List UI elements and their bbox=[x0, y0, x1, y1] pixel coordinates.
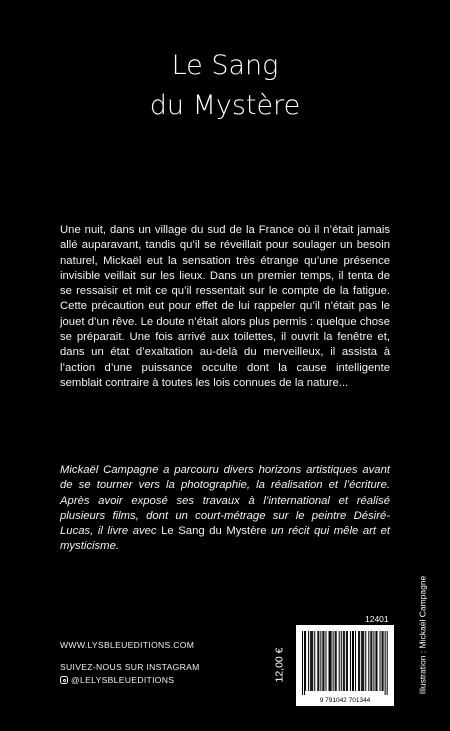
barcode-bar bbox=[302, 631, 303, 695]
barcode-bar bbox=[353, 631, 354, 691]
illustration-credit-text: Illustration : Mickaël Campagne bbox=[417, 575, 427, 695]
barcode-bar bbox=[318, 631, 319, 691]
barcode-bar bbox=[308, 631, 309, 691]
book-title-line-1: Le Sang bbox=[171, 50, 279, 81]
barcode-bar bbox=[343, 631, 344, 691]
book-title-line-2: du Mystère bbox=[149, 90, 301, 121]
barcode-bar bbox=[346, 631, 347, 691]
barcode-bar bbox=[330, 631, 331, 691]
barcode-bar bbox=[322, 631, 323, 691]
illustration-credit bbox=[410, 560, 434, 710]
barcode-bar bbox=[311, 631, 312, 691]
barcode-bar bbox=[375, 631, 376, 691]
barcode-bar bbox=[329, 631, 330, 691]
bio-book-title: Le Sang du Mystère bbox=[161, 525, 267, 538]
barcode-bar bbox=[383, 631, 384, 691]
product-code: 12401 bbox=[365, 614, 389, 624]
barcode-bar bbox=[365, 631, 366, 691]
barcode-bar bbox=[387, 631, 388, 695]
barcode-bar bbox=[320, 631, 321, 691]
barcode-bar bbox=[331, 631, 332, 691]
instagram-label: SUIVEZ-NOUS SUR INSTAGRAM bbox=[60, 662, 200, 672]
barcode-bar bbox=[373, 631, 374, 691]
synopsis-paragraph: Une nuit, dans un village du sud de la France où il n’était jamais allé auparavant, tandis qu’il se réveillait pour soulager un besoin naturel, Mickaël eut la sensation très étrange qu’une présence invisible veillait sur les lieux. Dans un premier temps, il tenta de se ressaisir et mit ce qu’il ressentait sur le compte de la fatigue. Cette précaution eut pour effet de lui rappeler qu’il n’était pas le jouet d’un rêve. Le doute n’était alors plus permis : quelque chose se préparait. Une fois arrivé aux toilettes, il ouvrit la fenêtre et, dans un état d’exaltation au-delà du merveilleux, il assista à l’action d’une puissance occulte dont la cause intelligente semblait contraire à toutes les lois connues de la nature... bbox=[60, 224, 390, 389]
barcode-bar bbox=[385, 631, 386, 695]
barcode-bar bbox=[355, 631, 356, 691]
barcode-bar bbox=[323, 631, 324, 691]
instagram-handle: @LELYSBLEUEDITIONS bbox=[71, 675, 175, 685]
barcode-bar bbox=[358, 631, 359, 691]
bio-part-2: un récit qui mêle art et mysticisme. bbox=[60, 525, 390, 553]
barcode-bar bbox=[370, 631, 371, 691]
barcode-bar bbox=[312, 631, 313, 691]
barcode-bar bbox=[368, 631, 369, 691]
barcode-bar bbox=[341, 631, 342, 691]
barcode-graphic bbox=[296, 625, 394, 706]
barcode-bar bbox=[317, 631, 318, 691]
barcode-bar bbox=[310, 631, 311, 691]
barcode-digits: 9 791042 701344 bbox=[319, 697, 371, 704]
barcode-bar bbox=[363, 631, 364, 691]
barcode-bar bbox=[305, 631, 306, 691]
barcode-bar bbox=[339, 631, 340, 691]
barcode-bar bbox=[352, 631, 353, 691]
barcode-bar bbox=[371, 631, 372, 691]
barcode-bar bbox=[344, 631, 345, 691]
barcode-bar bbox=[347, 631, 348, 691]
barcode-bar bbox=[333, 631, 334, 691]
barcode-bar bbox=[376, 631, 377, 691]
instagram-icon bbox=[60, 676, 68, 684]
barcode-bar bbox=[304, 631, 305, 695]
book-title bbox=[0, 46, 450, 126]
barcode-bar bbox=[362, 631, 363, 691]
isbn-barcode bbox=[296, 625, 394, 706]
publisher-website[interactable]: WWW.LYSBLEUEDITIONS.COM bbox=[60, 640, 195, 650]
barcode-bar bbox=[361, 631, 362, 691]
barcode-bar bbox=[350, 631, 351, 691]
barcode-bar bbox=[380, 631, 381, 691]
barcode-bar bbox=[336, 631, 337, 691]
barcode-bar bbox=[382, 631, 383, 691]
barcode-bar bbox=[314, 631, 315, 691]
barcode-bar bbox=[325, 631, 326, 691]
author-bio-paragraph bbox=[60, 463, 390, 555]
bio-part-1: Mickaël Campagne a parcouru divers horizons artistiques avant de se tourner vers la photographie, la réalisation et l’écriture. Après avoir exposé ses travaux à l’international et réalisé plusieurs films, dont un court-métrage sur le peintre Désiré-Lucas, il livre avec bbox=[60, 464, 390, 538]
instagram-handle-row[interactable] bbox=[60, 675, 174, 685]
barcode-bar bbox=[359, 631, 360, 691]
price-label bbox=[270, 625, 290, 705]
price-text: 12,00 € bbox=[274, 647, 287, 683]
barcode-bar bbox=[335, 631, 336, 691]
